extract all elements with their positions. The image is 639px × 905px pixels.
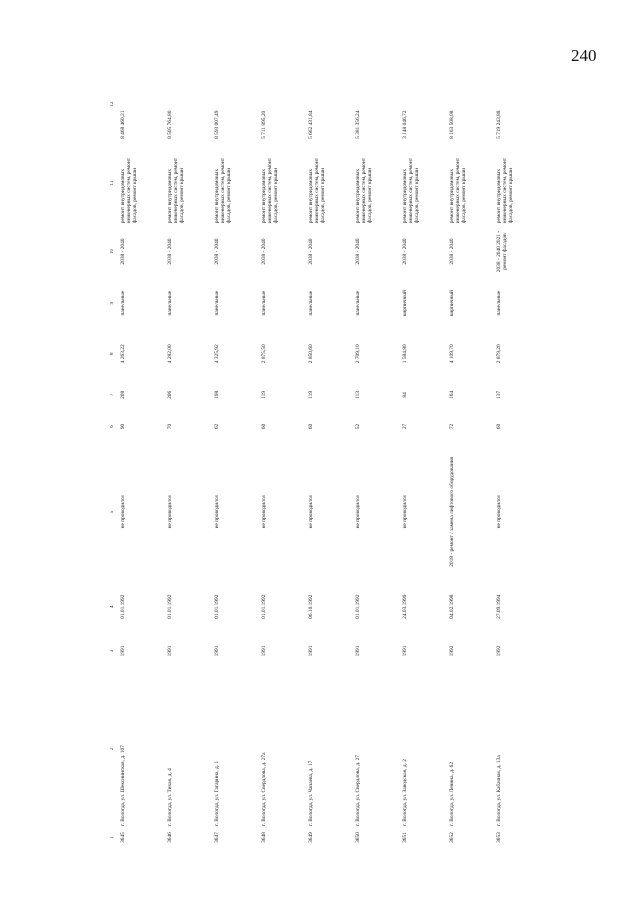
column-number-cell: 11	[110, 180, 115, 186]
planned-period-cell: 2038 - 2040	[261, 238, 267, 265]
year-built-cell: 1991	[402, 645, 408, 657]
commission-date-cell: 04.02.1998	[449, 594, 455, 619]
planned-period-cell: 2038 - 2040	[214, 238, 220, 265]
wall-material-cell: панельные	[308, 290, 314, 316]
column-number-cell: 3	[110, 649, 115, 653]
row-number: 3652	[449, 832, 455, 843]
overhaul-history-cell: не проводился	[496, 495, 502, 529]
apartments-cell: 72	[449, 423, 455, 430]
commission-date-cell: 01.01.1992	[214, 594, 220, 619]
overhaul-history-cell: 2018 - ремонт / замена лифтового оборудования	[449, 456, 455, 567]
row-number: 3653	[496, 832, 502, 843]
overhaul-history-cell: не проводился	[355, 495, 361, 529]
year-built-cell: 1991	[261, 645, 267, 657]
residents-cell: 208	[120, 390, 126, 399]
year-built-cell: 1991	[355, 645, 361, 657]
row-number: 3647	[214, 832, 220, 843]
year-built-cell: 1991	[214, 645, 220, 657]
register-table-wrapper	[110, 42, 639, 843]
table-row	[261, 67, 308, 847]
commission-date-cell: 01.01.1992	[355, 594, 361, 619]
residents-cell: 164	[449, 390, 455, 399]
column-number-cell: 1	[110, 836, 115, 839]
cost-cell: 8 468 460,21	[120, 110, 126, 139]
year-built-cell: 1992	[496, 645, 502, 657]
cost-cell: 8 593 007,49	[214, 110, 220, 139]
year-built-cell: 1991	[167, 645, 173, 657]
area-cell: 1 584,80	[402, 344, 408, 364]
wall-material-cell: панельные	[120, 290, 126, 316]
planned-works-cell: ремонт внутридомовых инженерных систем, ремонт фасадов, ремонт крыши	[214, 157, 233, 224]
residents-cell: 119	[308, 390, 314, 399]
apartments-cell: 70	[167, 423, 173, 430]
wall-material-cell: панельные	[167, 290, 173, 316]
residents-cell: 206	[167, 390, 173, 399]
address-cell: г. Вологда, ул. Заводская, д. 2	[402, 758, 408, 827]
year-built-cell: 1991	[120, 645, 126, 657]
overhaul-history-cell: не проводился	[261, 495, 267, 529]
table-row	[308, 67, 355, 847]
area-cell: 2 850,60	[308, 344, 314, 364]
address-cell: г. Вологда, ул. Ленина, д. 62	[449, 761, 455, 827]
address-cell: г. Вологда, ул. Шекснинская, д. 107	[120, 745, 126, 827]
residents-cell: 198	[214, 390, 220, 399]
overhaul-history-cell: не проводился	[308, 495, 314, 529]
residents-cell: 119	[261, 390, 267, 399]
table-row	[214, 67, 261, 847]
area-cell: 4 282,00	[167, 344, 173, 364]
wall-material-cell: панельные	[214, 290, 220, 316]
commission-date-cell: 01.01.1992	[167, 594, 173, 619]
residents-cell: 84	[402, 392, 408, 398]
cost-cell: 5 381 356,24	[355, 110, 361, 139]
address-cell: г. Вологда, ул. Чапаева, д. 17	[308, 760, 314, 827]
commission-date-cell: 01.01.1992	[261, 594, 267, 619]
area-cell: 2 875,50	[261, 344, 267, 364]
column-number-cell: 6	[110, 425, 115, 428]
commission-date-cell: 27.09.1994	[496, 594, 502, 619]
planned-period-cell: 2038 - 2040	[449, 238, 455, 265]
residents-cell: 113	[355, 390, 361, 399]
column-number-cell: 7	[110, 393, 115, 397]
wall-material-cell: панельные	[496, 290, 502, 316]
table-row	[496, 67, 543, 847]
rotated-table	[110, 67, 605, 847]
wall-material-cell: панельные	[261, 290, 267, 316]
table-row	[449, 67, 496, 847]
address-cell: г. Вологда, ул. Гагарина, д. 1	[214, 760, 220, 827]
commission-date-cell: 24.03.1999	[402, 594, 408, 619]
column-number-cell: 12	[110, 101, 115, 107]
address-cell: г. Вологда, ул. Кабачная, д. 13а	[496, 755, 502, 827]
area-cell: 4 109,70	[449, 344, 455, 364]
planned-works-cell: ремонт внутридомовых инженерных систем, ремонт фасадов, ремонт крыши	[261, 157, 280, 224]
column-number-cell: 2	[110, 747, 115, 751]
planned-works-cell: ремонт внутридомовых инженерных систем, ремонт фасадов, ремонт крыши	[402, 157, 421, 224]
wall-material-cell: кирпичный	[402, 290, 408, 317]
overhaul-history-cell: не проводился	[167, 495, 173, 529]
table-row	[120, 67, 167, 847]
planned-period-cell: 2038 - 2040	[355, 238, 361, 265]
column-number-cell: 8	[110, 352, 115, 356]
planned-works-cell: ремонт внутридомовых инженерных систем, ремонт фасадов, ремонт крыши	[167, 157, 186, 224]
row-number: 3646	[167, 832, 173, 843]
address-cell: г. Вологда, ул. Свердлова, д. 27а	[261, 752, 267, 827]
apartments-cell: 90	[120, 423, 126, 430]
row-number: 3651	[402, 832, 408, 843]
address-cell: г. Вологда, ул. Тихая, д. 4	[167, 768, 173, 827]
planned-period-cell: 2038 - 2040	[120, 238, 126, 265]
year-built-cell: 1992	[449, 645, 455, 657]
housing-register-table	[110, 67, 543, 847]
column-number-row	[110, 67, 120, 847]
apartments-cell: 60	[308, 423, 314, 430]
cost-cell: 5 711 895,20	[261, 110, 267, 139]
planned-works-cell: ремонт внутридомовых инженерных систем, ремонт фасадов, ремонт крыши	[449, 157, 468, 224]
overhaul-history-cell: не проводился	[402, 495, 408, 529]
row-number: 3650	[355, 832, 361, 843]
apartments-cell: 27	[402, 423, 408, 430]
area-cell: 2 879,20	[496, 344, 502, 364]
planned-works-cell: ремонт внутридомовых инженерных систем, ремонт фасадов, ремонт крыши	[496, 157, 515, 224]
column-number-cell: 4	[110, 605, 115, 608]
cost-cell: 8 505 764,80	[167, 110, 173, 139]
column-number-cell: 10	[110, 249, 115, 255]
planned-works-cell: ремонт внутридомовых инженерных систем, ремонт фасадов, ремонт крыши	[355, 157, 374, 224]
row-number: 3648	[261, 832, 267, 843]
wall-material-cell: кирпичный	[449, 290, 455, 317]
overhaul-history-cell: не проводился	[214, 495, 220, 529]
overhaul-history-cell: не проводился	[120, 495, 126, 529]
table-row	[167, 67, 214, 847]
planned-works-cell: ремонт внутридомовых инженерных систем, ремонт фасадов, ремонт крыши	[308, 157, 327, 224]
year-built-cell: 1991	[308, 645, 314, 657]
row-number: 3649	[308, 832, 314, 843]
apartments-cell: 52	[355, 423, 361, 430]
residents-cell: 137	[496, 390, 502, 399]
cost-cell: 3 148 046,72	[402, 110, 408, 139]
cost-cell: 5 719 243,88	[496, 110, 502, 139]
cost-cell: 5 662 431,84	[308, 110, 314, 139]
commission-date-cell: 06.10.1992	[308, 594, 314, 619]
commission-date-cell: 01.01.1992	[120, 594, 126, 619]
page-number: 240	[571, 46, 597, 65]
table-row	[355, 67, 402, 847]
area-cell: 2 709,10	[355, 344, 361, 364]
area-cell: 4 263,22	[120, 344, 126, 364]
planned-period-cell: 2038 - 2040	[402, 238, 408, 265]
table-row	[402, 67, 449, 847]
planned-period-cell: 2038 - 2040	[308, 238, 314, 265]
row-number: 3645	[120, 832, 126, 843]
column-number-cell: 5	[110, 510, 115, 514]
apartments-cell: 62	[214, 423, 220, 430]
apartments-cell: 60	[261, 423, 267, 430]
planned-works-cell: ремонт внутридомовых инженерных систем, ремонт фасадов, ремонт крыши	[120, 157, 139, 224]
column-number-cell: 9	[110, 301, 115, 305]
planned-period-cell: 2038 - 2040 2021 - ремонт фасадов	[496, 230, 509, 273]
address-cell: г. Вологда, ул. Свердлова, д. 27	[355, 754, 361, 827]
wall-material-cell: панельные	[355, 290, 361, 316]
cost-cell: 8 163 508,08	[449, 110, 455, 139]
area-cell: 4 325,92	[214, 344, 220, 364]
apartments-cell: 60	[496, 423, 502, 430]
planned-period-cell: 2038 - 2040	[167, 238, 173, 265]
